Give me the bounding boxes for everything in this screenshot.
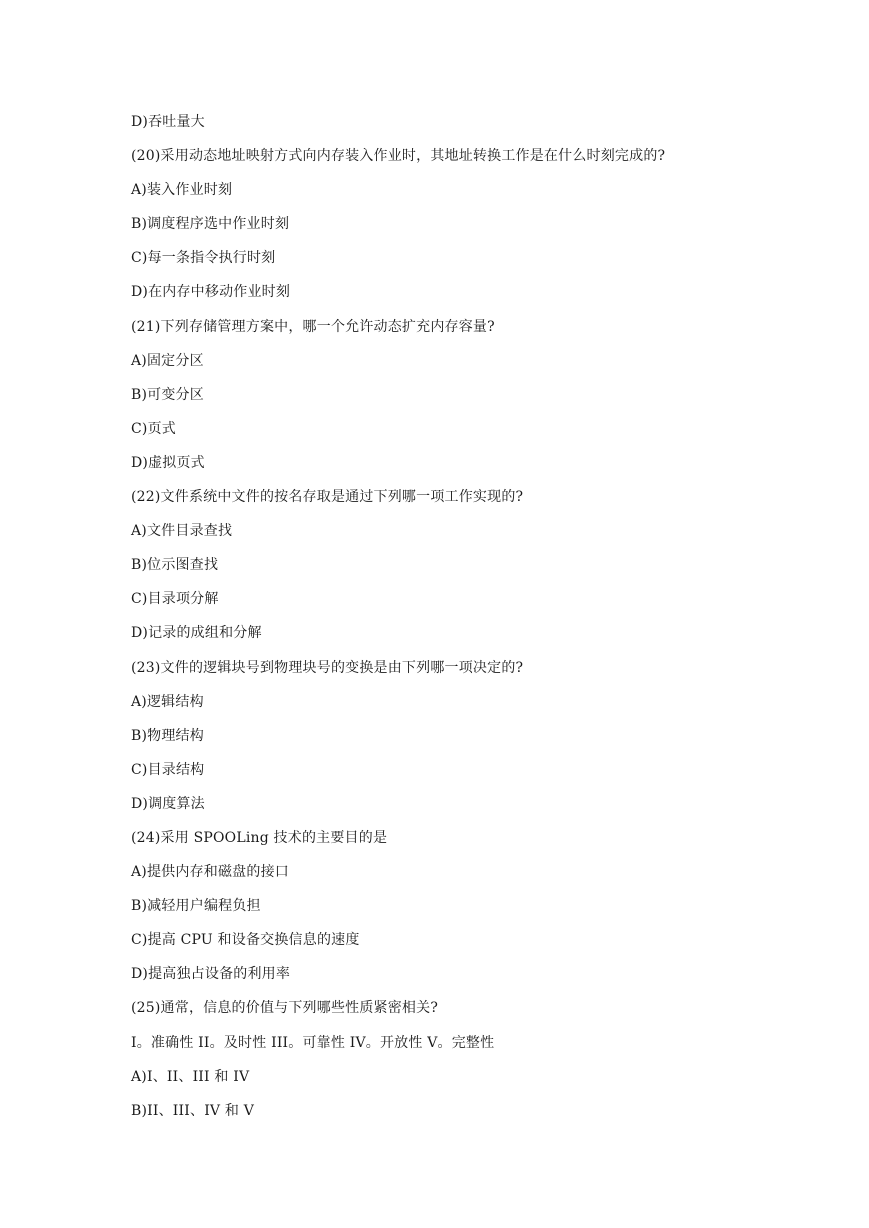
- answer-option: D)在内存中移动作业时刻: [131, 284, 291, 301]
- question-text-block: [131, 111, 665, 1134]
- question-text: (20)采用动态地址映射方式向内存装入作业时，其地址转换工作是在什么时刻完成的?: [131, 148, 666, 165]
- answer-option: B)物理结构: [131, 727, 204, 744]
- answer-option: B)减轻用户编程负担: [131, 898, 261, 915]
- question-text: (25)通常，信息的价值与下列哪些性质紧密相关?: [131, 1000, 439, 1017]
- answer-option: C)提高 CPU 和设备交换信息的速度: [131, 932, 360, 949]
- answer-option: B)II、III、IV 和 V: [131, 1102, 255, 1119]
- answer-option: D)提高独占设备的利用率: [131, 966, 291, 983]
- answer-option: D)吞吐量大: [131, 114, 205, 130]
- question-text: (22)文件系统中文件的按名存取是通过下列哪一项工作实现的?: [131, 489, 524, 506]
- answer-option: D)虚拟页式: [131, 454, 205, 471]
- answer-option: A)装入作业时刻: [131, 182, 233, 199]
- answer-option: B)位示图查找: [131, 557, 219, 574]
- answer-option: C)目录项分解: [131, 591, 219, 608]
- answer-option: C)目录结构: [131, 761, 205, 778]
- answer-option: D)调度算法: [131, 795, 205, 812]
- answer-option: B)可变分区: [131, 386, 204, 403]
- answer-option: A)提供内存和磁盘的接口: [131, 864, 289, 881]
- answer-option: B)调度程序选中作业时刻: [131, 216, 290, 233]
- question-text: (24)采用 SPOOLing 技术的主要目的是: [131, 829, 388, 846]
- answer-option: A)I、II、III 和 IV: [131, 1068, 250, 1085]
- answer-option: C)每一条指令执行时刻: [131, 250, 276, 267]
- question-text: (21)下列存储管理方案中，哪一个允许动态扩充内存容量?: [131, 318, 495, 335]
- answer-option: A)逻辑结构: [131, 693, 204, 710]
- answer-option: A)文件目录查找: [131, 523, 233, 540]
- answer-option: C)页式: [131, 420, 176, 437]
- answer-option: D)记录的成组和分解: [131, 625, 262, 642]
- question-statements: I。准确性 II。及时性 III。可靠性 IV。开放性 V。完整性: [131, 1034, 495, 1051]
- question-text: (23)文件的逻辑块号到物理块号的变换是由下列哪一项决定的?: [131, 659, 524, 676]
- answer-option: A)固定分区: [131, 352, 204, 369]
